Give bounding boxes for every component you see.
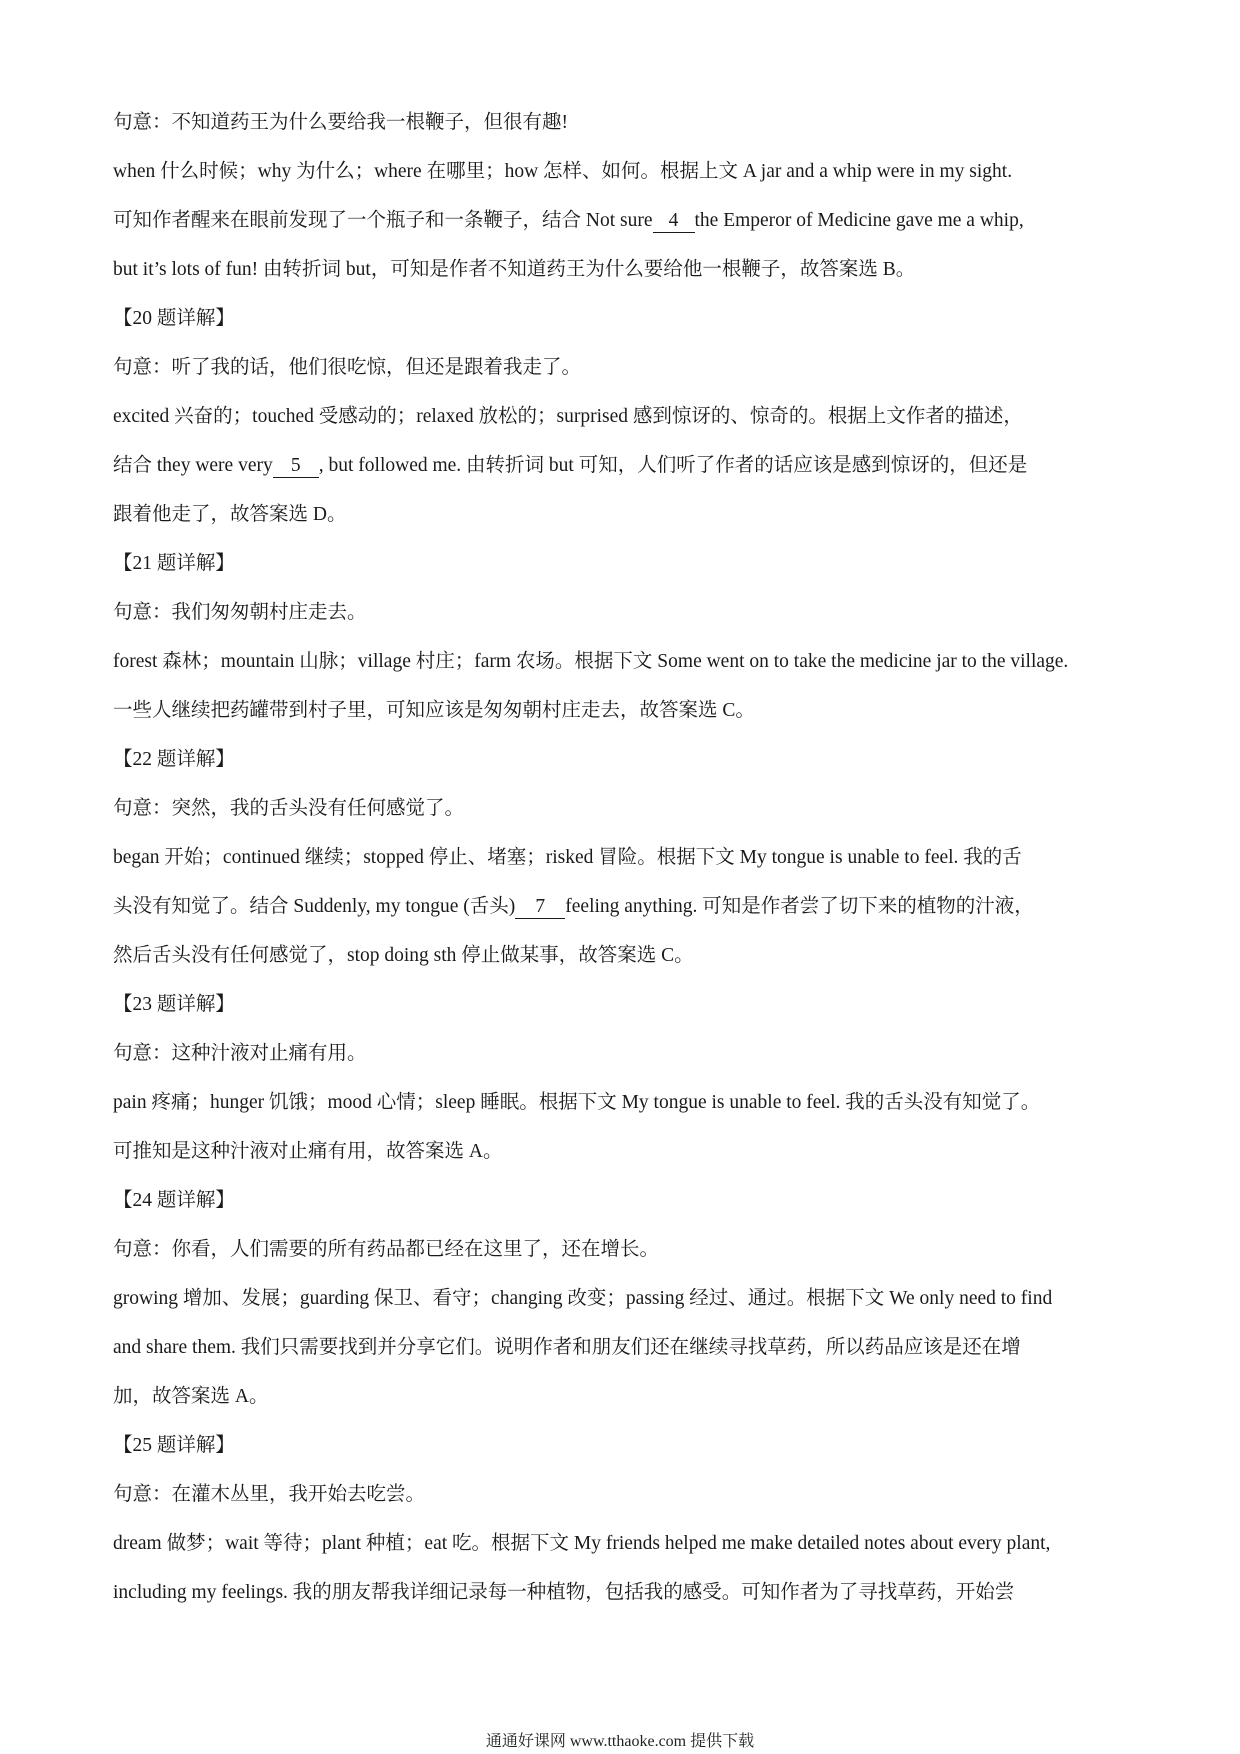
q25-explanation-line-2: including my feelings. 我的朋友帮我详细记录每一种植物，包括我的感受。可知作者为了寻找草药，开始尝 bbox=[113, 1582, 1015, 1603]
q22-explanation-line-3: 然后舌头没有任何感觉了，stop doing sth 停止做某事，故答案选 C。 bbox=[113, 945, 694, 966]
q21-explanation-line-2: 一些人继续把药罐带到村子里，可知应该是匆匆朝村庄走去，故答案选 C。 bbox=[113, 700, 755, 721]
q25-heading: 【25 题详解】 bbox=[113, 1435, 235, 1456]
q24-sentence-meaning: 句意：你看，人们需要的所有药品都已经在这里了，还在增长。 bbox=[113, 1239, 660, 1260]
q21-sentence-meaning: 句意：我们匆匆朝村庄走去。 bbox=[113, 602, 367, 623]
q20-heading: 【20 题详解】 bbox=[113, 308, 235, 329]
q20-line-2-part-b: , but followed me. 由转折词 but 可知，人们听了作者的话应该是感到惊讶的，但还是 bbox=[318, 455, 1028, 476]
q21-explanation-line-1: forest 森林；mountain 山脉；village 村庄；farm 农场。根据下文 Some went on to take the medicine jar to the village. bbox=[113, 651, 1069, 672]
q23-sentence-meaning: 句意：这种汁液对止痛有用。 bbox=[113, 1043, 367, 1064]
q24-explanation-line-1: growing 增加、发展；guarding 保卫、看守；changing 改变；passing 经过、通过。根据下文 We only need to find bbox=[113, 1288, 1053, 1309]
q25-sentence-meaning: 句意：在灌木丛里，我开始去吃尝。 bbox=[113, 1484, 426, 1505]
q22-line-2-part-b: feeling anything. 可知是作者尝了切下来的植物的汁液， bbox=[565, 896, 1034, 917]
q22-sentence-meaning: 句意：突然，我的舌头没有任何感觉了。 bbox=[113, 798, 465, 819]
q19-explanation-line-2 bbox=[113, 196, 1133, 245]
q20-line-2-part-a: 结合 they were very bbox=[113, 455, 273, 476]
q20-explanation-line-3: 跟着他走了，故答案选 D。 bbox=[113, 504, 347, 525]
q24-explanation-line-2: and share them. 我们只需要找到并分享它们。说明作者和朋友们还在继续寻找草药，所以药品应该是还在增 bbox=[113, 1337, 1021, 1358]
q19-blank: 4 bbox=[653, 210, 695, 233]
q19-line-2-part-b: the Emperor of Medicine gave me a whip, bbox=[694, 210, 1024, 231]
q23-explanation-line-2: 可推知是这种汁液对止痛有用，故答案选 A。 bbox=[113, 1141, 503, 1162]
document-body bbox=[113, 98, 1133, 1617]
q25-explanation-line-1: dream 做梦；wait 等待；plant 种植；eat 吃。根据下文 My friends helped me make detailed notes about every plant, bbox=[113, 1533, 1051, 1554]
q19-sentence-meaning: 句意：不知道药王为什么要给我一根鞭子，但很有趣! bbox=[113, 112, 568, 133]
q22-explanation-line-2 bbox=[113, 882, 1133, 931]
q22-explanation-line-1: began 开始；continued 继续；stopped 停止、堵塞；risked 冒险。根据下文 My tongue is unable to feel. 我的舌 bbox=[113, 847, 1022, 868]
q19-line-2-part-a: 可知作者醒来在眼前发现了一个瓶子和一条鞭子，结合 Not sure bbox=[113, 210, 653, 231]
q21-heading: 【21 题详解】 bbox=[113, 553, 235, 574]
q24-explanation-line-3: 加，故答案选 A。 bbox=[113, 1386, 269, 1407]
q20-explanation-line-1: excited 兴奋的；touched 受感动的；relaxed 放松的；surprised 感到惊讶的、惊奇的。根据上文作者的描述， bbox=[113, 406, 1023, 427]
q20-sentence-meaning: 句意：听了我的话，他们很吃惊，但还是跟着我走了。 bbox=[113, 357, 582, 378]
q24-heading: 【24 题详解】 bbox=[113, 1190, 235, 1211]
page-footer: 通通好课网 www.tthaoke.com 提供下载 bbox=[485, 1733, 755, 1750]
q23-heading: 【23 题详解】 bbox=[113, 994, 235, 1015]
q22-line-2-part-a: 头没有知觉了。结合 Suddenly, my tongue (舌头) bbox=[113, 896, 516, 917]
q20-blank: 5 bbox=[273, 455, 319, 478]
q19-explanation-line-3: but it’s lots of fun! 由转折词 but，可知是作者不知道药王为什么要给他一根鞭子，故答案选 B。 bbox=[113, 259, 916, 280]
q20-explanation-line-2 bbox=[113, 441, 1133, 490]
q22-blank: 7 bbox=[515, 896, 565, 919]
q23-explanation-line-1: pain 疼痛；hunger 饥饿；mood 心情；sleep 睡眠。根据下文 My tongue is unable to feel. 我的舌头没有知觉了。 bbox=[113, 1092, 1041, 1113]
q22-heading: 【22 题详解】 bbox=[113, 749, 235, 770]
q19-explanation-line-1: when 什么时候；why 为什么；where 在哪里；how 怎样、如何。根据上文 A jar and a whip were in my sight. bbox=[113, 161, 1013, 182]
